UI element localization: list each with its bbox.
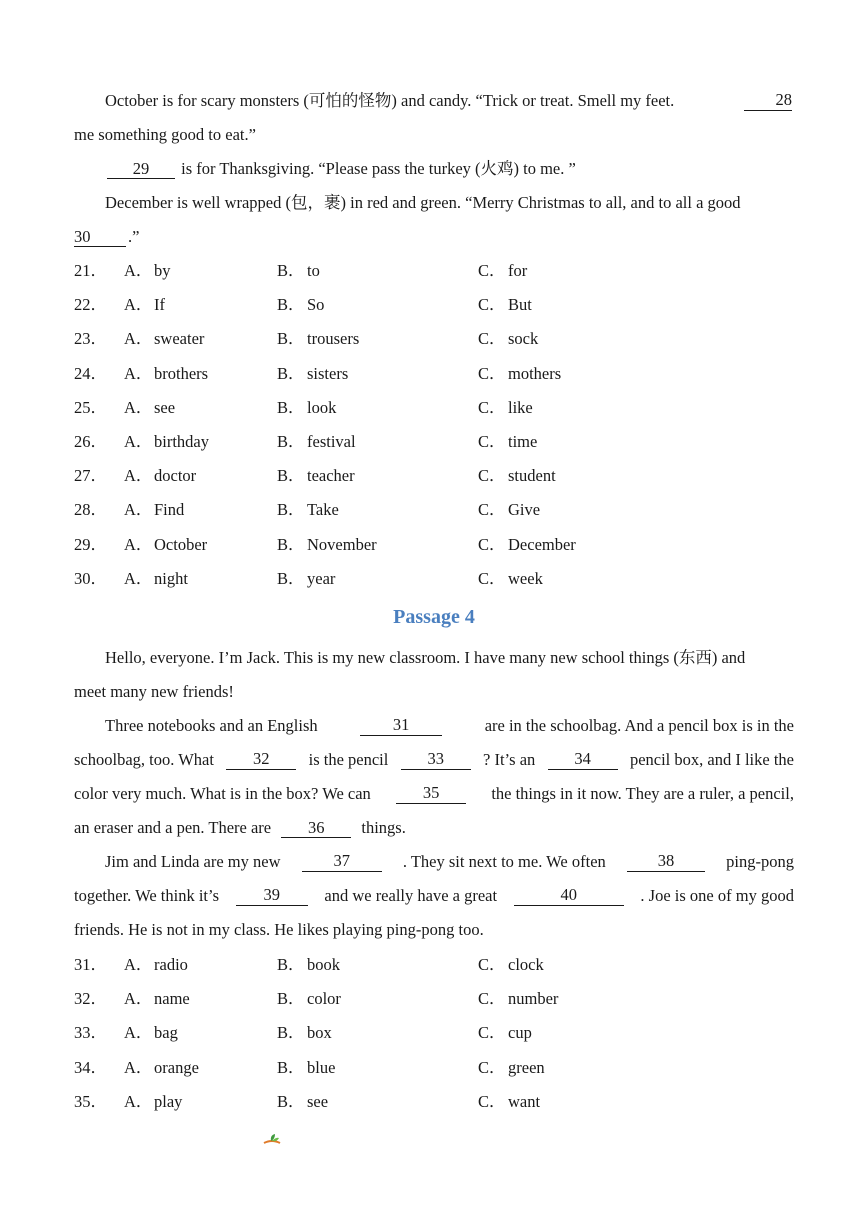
question-number: 30． (74, 568, 107, 588)
option-choice (277, 568, 335, 590)
blank-31: 31 (360, 716, 442, 736)
option-letter: A． (124, 500, 153, 520)
option-row (74, 397, 794, 419)
option-text: see (154, 397, 176, 417)
option-letter: C． (478, 397, 506, 417)
text: the things in it now. They are a ruler, a pencil, (491, 784, 794, 803)
option-text: book (307, 955, 340, 974)
option-row (74, 1057, 794, 1079)
option-text: brothers (154, 363, 209, 383)
passage-title: Passage 4 (393, 606, 475, 628)
option-letter: A． (124, 295, 153, 315)
p4-line-3 (105, 716, 794, 736)
option-choice (277, 1091, 328, 1113)
option-letter: C． (478, 568, 506, 588)
option-text: year (307, 568, 336, 588)
option-choice (478, 954, 544, 976)
option-text: number (508, 989, 559, 1009)
option-text: Give (508, 500, 541, 520)
option-letter: C． (478, 1091, 506, 1111)
option-text: October (154, 534, 208, 554)
option-choice (124, 954, 188, 976)
option-letter: B． (277, 955, 305, 974)
question-number: 24． (74, 363, 107, 383)
option-text: Find (154, 500, 185, 520)
option-letter: B． (277, 500, 305, 520)
option-choice (277, 954, 340, 976)
option-letter: A． (124, 466, 153, 486)
option-text: night (154, 568, 188, 588)
option-text: by (154, 261, 171, 280)
option-text: like (508, 397, 533, 417)
text: schoolbag, too. What (74, 750, 214, 769)
option-text: color (307, 989, 341, 1009)
option-choice (124, 988, 190, 1010)
option-text: want (508, 1091, 541, 1111)
option-row (74, 328, 794, 350)
blank-37: 37 (302, 852, 382, 872)
p4-line-8 (74, 886, 794, 906)
option-choice (277, 534, 377, 556)
option-letter: C． (478, 989, 506, 1009)
option-text: teacher (307, 466, 355, 486)
option-choice (124, 397, 175, 419)
option-letter: B． (277, 1023, 305, 1043)
option-letter: B． (277, 432, 305, 451)
question-number: 27． (74, 466, 107, 486)
option-choice (478, 294, 532, 316)
option-letter: C． (478, 432, 506, 451)
blank-28: 28 (744, 91, 792, 111)
option-letter: A． (124, 432, 153, 451)
option-choice (124, 465, 196, 487)
text: things. (361, 818, 406, 837)
option-letter: A． (124, 568, 153, 588)
option-letter: C． (478, 261, 506, 280)
option-text: November (307, 534, 377, 554)
option-row (74, 294, 794, 316)
question-number: 33． (74, 1023, 107, 1043)
question-number: 32． (74, 989, 107, 1009)
option-text: student (508, 466, 556, 486)
option-row (74, 260, 794, 282)
option-choice (124, 328, 204, 350)
text: are in the schoolbag. And a pencil box is in the (484, 716, 794, 735)
option-letter: A． (124, 1091, 153, 1111)
option-letter: A． (124, 1023, 153, 1043)
text: .” (128, 227, 140, 246)
passage3-line-1 (105, 91, 794, 111)
option-letter: C． (478, 534, 506, 554)
option-row (74, 954, 794, 976)
option-text: orange (154, 1057, 199, 1077)
option-letter: B． (277, 329, 305, 349)
blank-39: 39 (236, 886, 308, 906)
p4-line-4 (74, 750, 794, 770)
option-letter: B． (277, 295, 305, 315)
option-choice (124, 363, 208, 385)
option-choice (277, 988, 341, 1010)
option-row (74, 1022, 794, 1044)
option-letter: C． (478, 466, 506, 486)
option-text: name (154, 989, 190, 1009)
option-choice (124, 534, 207, 556)
question-number: 34． (74, 1057, 107, 1077)
option-choice (277, 499, 339, 521)
option-text: look (307, 397, 337, 417)
option-choice (124, 568, 188, 590)
blank-35: 35 (396, 784, 466, 804)
text: together. We think it’s (74, 886, 220, 905)
option-row (74, 499, 794, 521)
option-text: If (154, 295, 165, 315)
question-number: 22． (74, 295, 107, 315)
option-letter: A． (124, 397, 153, 417)
option-row (74, 1091, 794, 1113)
option-letter: B． (277, 261, 305, 280)
option-choice (277, 1022, 332, 1044)
text: color very much. What is in the box? We can (74, 784, 371, 803)
text: Jim and Linda are my new (105, 852, 281, 871)
option-letter: A． (124, 261, 153, 280)
p4-line-7 (105, 852, 794, 872)
text: . They sit next to me. We often (402, 852, 606, 871)
option-letter: A． (124, 534, 153, 554)
passage3-line-2: me something good to eat.” (74, 125, 256, 144)
blank-33: 33 (401, 750, 471, 770)
option-choice (478, 499, 540, 521)
option-choice (277, 431, 356, 453)
question-number: 26． (74, 432, 107, 451)
option-choice (124, 499, 184, 521)
blank-29: 29 (107, 160, 175, 179)
option-text: bag (154, 1023, 178, 1043)
option-choice (124, 260, 171, 282)
option-text: blue (307, 1057, 336, 1077)
blank-34: 34 (548, 750, 618, 770)
option-text: to (307, 261, 320, 280)
passage3-line-4: December is well wrapped (包，裹) in red and green. “Merry Christmas to all, and to all a good (105, 193, 741, 212)
option-text: birthday (154, 432, 209, 451)
option-letter: B． (277, 466, 305, 486)
option-row (74, 431, 794, 453)
blank-36: 36 (281, 819, 351, 838)
option-text: radio (154, 955, 188, 974)
option-letter: B． (277, 1057, 305, 1077)
option-text: see (307, 1091, 329, 1111)
option-text: sisters (307, 363, 349, 383)
text: is the pencil (308, 750, 389, 769)
option-choice (277, 328, 359, 350)
option-choice (277, 465, 355, 487)
option-text: festival (307, 432, 356, 451)
question-number: 21． (74, 261, 107, 280)
text: . Joe is one of my good (640, 886, 794, 905)
option-letter: A． (124, 955, 153, 974)
option-choice (124, 1091, 182, 1113)
option-text: for (508, 261, 528, 280)
option-letter: B． (277, 1091, 305, 1111)
option-letter: C． (478, 295, 506, 315)
option-choice (478, 1057, 545, 1079)
text: ? It’s an (483, 750, 536, 769)
option-choice (478, 363, 561, 385)
passage3-line-3 (105, 159, 794, 179)
option-letter: C． (478, 500, 506, 520)
text: October is for scary monsters (可怕的怪物) and candy. “Trick or treat. Smell my feet. (105, 91, 675, 110)
option-text: sweater (154, 329, 205, 349)
option-choice (277, 397, 336, 419)
option-letter: B． (277, 534, 305, 554)
option-text: box (307, 1023, 332, 1043)
option-text: cup (508, 1023, 532, 1043)
option-letter: B． (277, 568, 305, 588)
option-row (74, 534, 794, 556)
p4-line-6 (74, 818, 794, 838)
text: pencil box, and I like the (629, 750, 794, 769)
option-row (74, 465, 794, 487)
leaf-logo-icon (262, 1133, 282, 1145)
option-choice (478, 1091, 540, 1113)
option-row (74, 988, 794, 1010)
option-text: time (508, 432, 538, 451)
option-letter: C． (478, 363, 506, 383)
p4-line-2: meet many new friends! (74, 682, 234, 701)
text: is for Thanksgiving. “Please pass the turkey (火鸡) to me. ” (181, 159, 576, 178)
text: ping-pong (726, 852, 794, 871)
option-text: sock (508, 329, 539, 349)
option-choice (478, 534, 576, 556)
blank-40: 40 (514, 886, 624, 906)
option-letter: A． (124, 1057, 153, 1077)
p4-line-5 (74, 784, 794, 804)
option-choice (124, 1022, 178, 1044)
option-text: Take (307, 500, 339, 520)
p4-line-9: friends. He is not in my class. He likes playing ping-pong too. (74, 920, 484, 939)
option-choice (124, 294, 165, 316)
option-letter: C． (478, 1023, 506, 1043)
option-text: But (508, 295, 532, 315)
text: an eraser and a pen. There are (74, 818, 272, 837)
option-row (74, 363, 794, 385)
passage3-line-5 (74, 227, 794, 247)
option-letter: A． (124, 329, 153, 349)
option-choice (478, 260, 527, 282)
option-letter: B． (277, 397, 305, 417)
text: Three notebooks and an English (105, 716, 318, 735)
question-number: 31． (74, 955, 107, 974)
question-number: 28． (74, 500, 107, 520)
option-choice (478, 431, 537, 453)
option-letter: A． (124, 989, 153, 1009)
option-text: mothers (508, 363, 562, 383)
option-choice (478, 397, 533, 419)
option-text: play (154, 1091, 183, 1111)
option-choice (277, 363, 348, 385)
option-choice (277, 1057, 335, 1079)
option-row (74, 568, 794, 590)
option-letter: A． (124, 363, 153, 383)
blank-38: 38 (627, 852, 705, 872)
question-number: 29． (74, 534, 107, 554)
option-choice (478, 328, 538, 350)
text: and we really have a great (324, 886, 498, 905)
question-number: 25． (74, 397, 107, 417)
p4-line-1: Hello, everyone. I’m Jack. This is my new classroom. I have many new school things (东西) and (105, 648, 746, 667)
option-choice (478, 1022, 532, 1044)
option-letter: B． (277, 989, 305, 1009)
option-letter: C． (478, 955, 506, 974)
question-number: 35． (74, 1091, 107, 1111)
option-text: green (508, 1057, 545, 1077)
blank-30: 30 (74, 228, 126, 247)
option-letter: C． (478, 1057, 506, 1077)
option-choice (277, 260, 320, 282)
option-choice (478, 568, 543, 590)
blank-32: 32 (226, 750, 296, 770)
option-choice (124, 1057, 199, 1079)
option-choice (124, 431, 209, 453)
option-text: So (307, 295, 325, 315)
option-text: week (508, 568, 543, 588)
option-choice (478, 465, 556, 487)
question-number: 23． (74, 329, 107, 349)
option-choice (478, 988, 558, 1010)
option-text: clock (508, 955, 544, 974)
option-text: trousers (307, 329, 360, 349)
option-letter: C． (478, 329, 506, 349)
option-text: doctor (154, 466, 197, 486)
option-choice (277, 294, 324, 316)
option-text: December (508, 534, 576, 554)
option-letter: B． (277, 363, 305, 383)
